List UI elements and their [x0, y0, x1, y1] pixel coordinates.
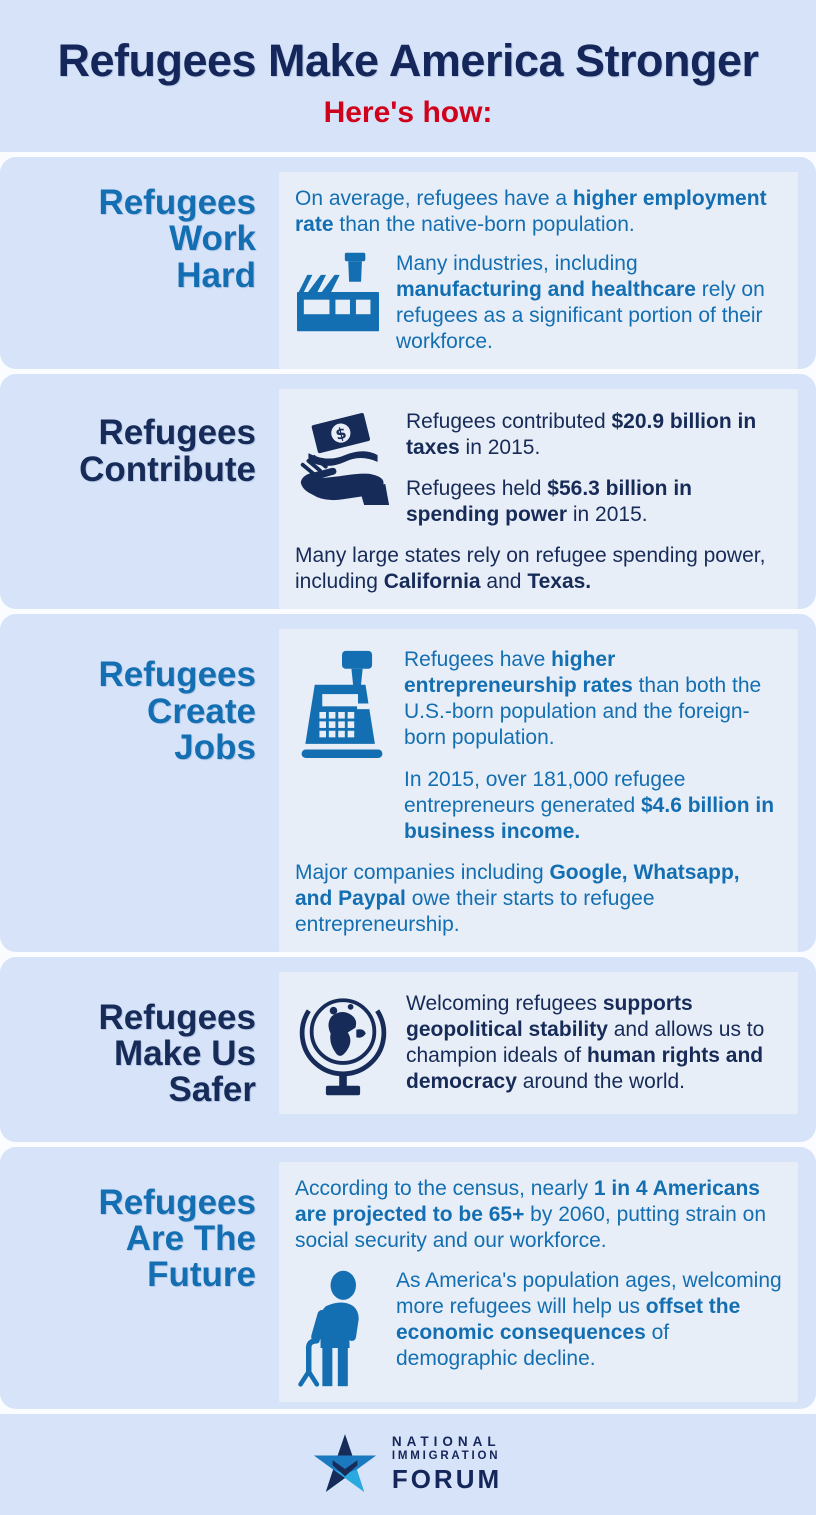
paragraph: Many industries, including manufacturing and healthcare rely on refugees as a significant portion of their workforce.	[396, 252, 765, 354]
section-panel	[279, 389, 798, 609]
paragraph: Welcoming refugees supports geopolitical stability and allows us to champion ideals of human rights and democracy around the world.	[406, 991, 765, 1093]
svg-text:$: $	[333, 423, 349, 445]
section-future	[0, 1147, 816, 1409]
section-heading: Refugees Create Jobs	[98, 655, 256, 768]
money-hand-icon	[295, 409, 391, 528]
section-panel	[279, 629, 798, 951]
paragraph: According to the census, nearly 1 in 4 Americans are projected to be 65+ by 2060, putting strain on social security and our workforce.	[295, 1176, 767, 1252]
elderly-person-icon	[295, 1268, 377, 1388]
paragraph: Refugees held $56.3 billion in spending power in 2015.	[406, 477, 692, 527]
org-name: NATIONAL IMMIGRATION FORUM	[391, 1433, 503, 1495]
section-heading: Refugees Make Us Safer	[98, 997, 256, 1110]
section-panel	[279, 972, 798, 1114]
header	[0, 0, 816, 152]
paragraph: On average, refugees have a higher employment rate than the native-born population.	[295, 187, 767, 237]
star-logo	[314, 1433, 376, 1495]
paragraph: As America's population ages, welcoming more refugees will help us offset the economic consequences of demographic decline.	[396, 1268, 782, 1370]
paragraph: In 2015, over 181,000 refugee entrepreneurs generated $4.6 billion in business income.	[404, 767, 775, 843]
section-safer	[0, 957, 816, 1142]
section-panel	[279, 1162, 798, 1402]
section-work-hard	[0, 157, 816, 369]
globe-icon	[295, 986, 391, 1100]
section-heading: Refugees Work Hard	[98, 183, 256, 295]
footer	[0, 1414, 816, 1515]
paragraph: Many large states rely on refugee spending power, including California and Texas.	[295, 544, 766, 594]
page-subtitle: Here's how:	[323, 96, 493, 129]
paragraph: Major companies including Google, Whatsapp, and Paypal owe their starts to refugee entrepreneurship.	[295, 860, 740, 936]
page-title: Refugees Make America Stronger	[57, 35, 759, 86]
section-contribute	[0, 374, 816, 609]
paragraph: Refugees have higher entrepreneurship rates than both the U.S.-born population and the foreign-born population.	[404, 648, 762, 750]
section-heading: Refugees Are The Future	[98, 1182, 256, 1295]
section-heading: Refugees Contribute	[79, 413, 256, 489]
cash-register-icon	[295, 647, 389, 844]
factory-icon	[295, 251, 381, 355]
section-panel	[279, 172, 798, 369]
section-create-jobs	[0, 614, 816, 951]
paragraph: Refugees contributed $20.9 billion in taxes in 2015.	[406, 410, 757, 460]
